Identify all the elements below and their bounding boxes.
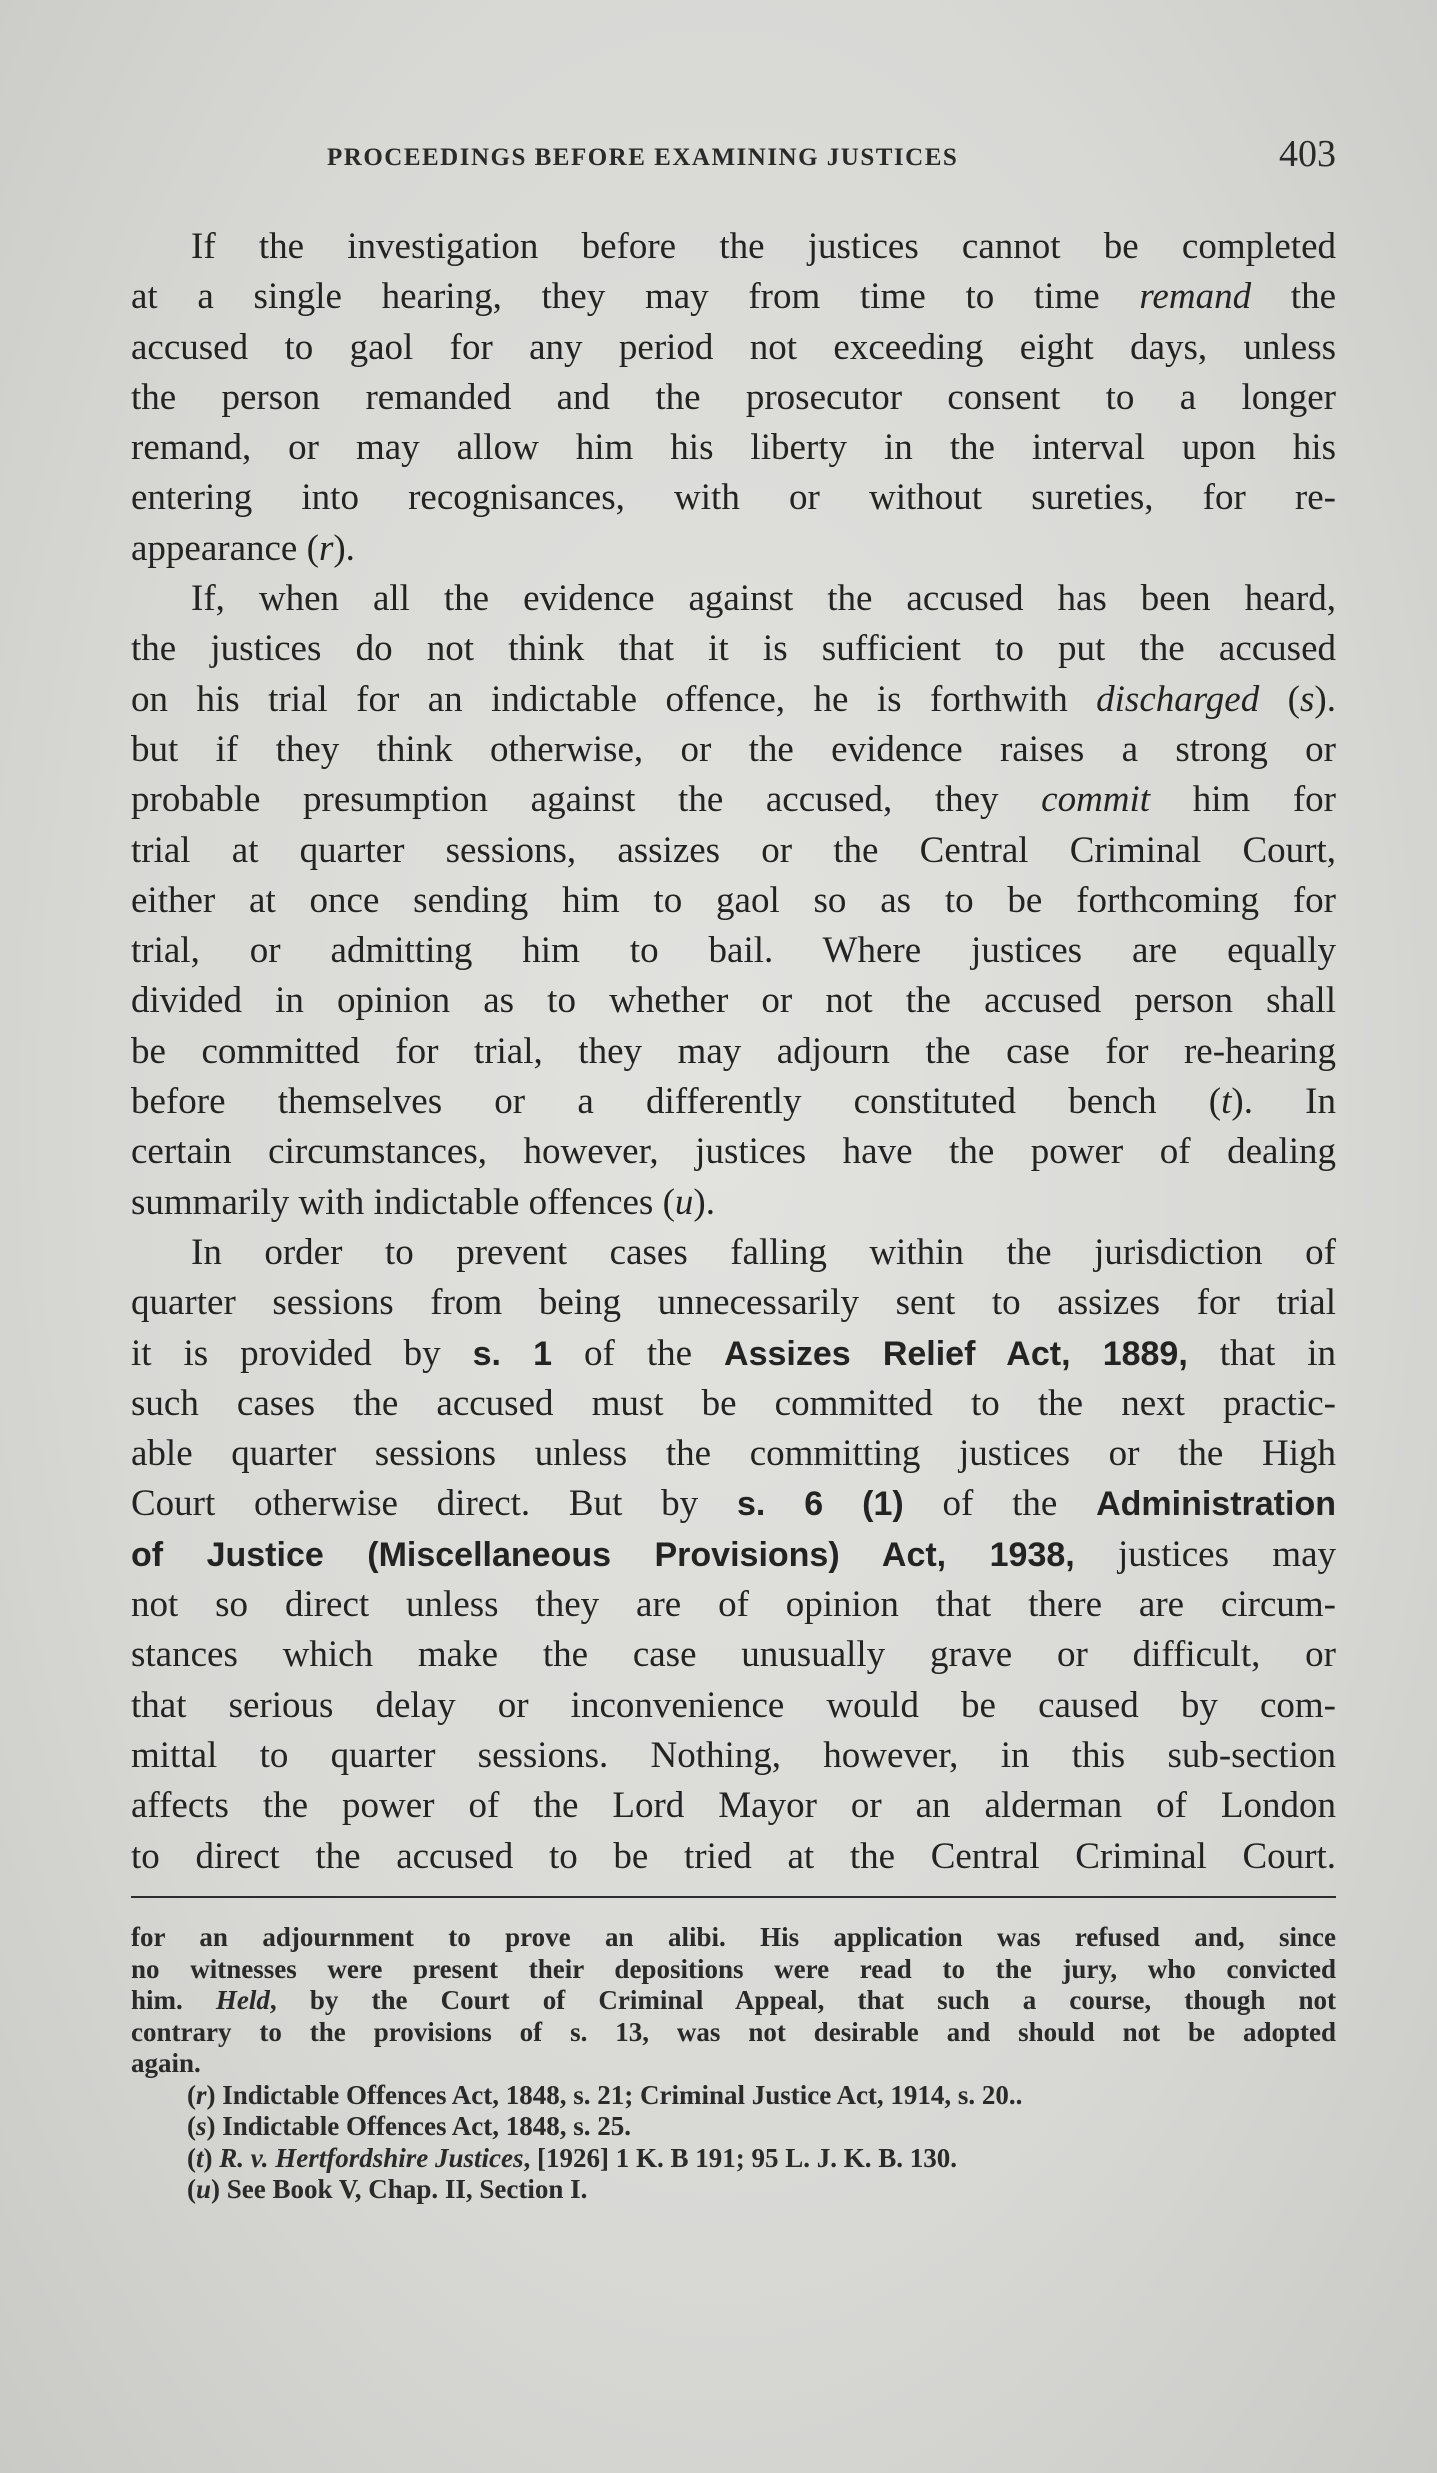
body-line xyxy=(131,1278,1336,1328)
text-segment: no witnesses were present their depositions were read to the jury, who convicted xyxy=(131,1953,1336,1984)
body-line xyxy=(131,272,1336,322)
body-line xyxy=(131,323,1336,373)
text-segment: again. xyxy=(131,2048,201,2078)
body-line xyxy=(131,1429,1336,1479)
text-segment: ( xyxy=(1259,678,1301,720)
italic-text: t xyxy=(1221,1081,1232,1123)
text-segment: entering into recognisances, with or without sureties, for re- xyxy=(131,477,1336,519)
page-header xyxy=(131,133,1336,178)
italic-text: u xyxy=(196,2174,212,2204)
italic-text: commit xyxy=(1041,779,1151,821)
body-line xyxy=(131,624,1336,674)
text-segment: that serious delay or inconvenience would be caused by com- xyxy=(131,1684,1336,1726)
body-line xyxy=(131,423,1336,473)
text-segment: trial at quarter sessions, assizes or the Central Criminal Court, xyxy=(131,829,1336,871)
text-segment: , [1926] 1 K. B 191; 95 L. J. K. B. 130. xyxy=(523,2142,958,2173)
text-segment: the justices do not think that it is sufficient to put the accused xyxy=(131,628,1336,670)
footnote-line xyxy=(131,1954,1336,1986)
text-segment: before themselves or a differently constituted bench ( xyxy=(131,1081,1222,1123)
body-line xyxy=(131,1630,1336,1680)
body-line xyxy=(131,473,1336,523)
body-line xyxy=(131,1027,1336,1077)
text-segment: ( xyxy=(187,2079,196,2110)
text-segment: divided in opinion as to whether or not the accused person shall xyxy=(131,980,1336,1022)
body-line xyxy=(131,1530,1336,1580)
text-segment: probable presumption against the accused, they xyxy=(131,779,1042,821)
bold-citation: Administration xyxy=(1096,1485,1336,1524)
text-segment: it is provided by xyxy=(131,1332,473,1374)
footnote-item xyxy=(131,2143,1336,2175)
text-segment: the xyxy=(1251,276,1336,318)
text-segment: summarily with indictable offences ( xyxy=(131,1181,675,1223)
text-segment: able quarter sessions unless the committing justices or the High xyxy=(131,1433,1336,1475)
text-segment: ) xyxy=(203,2142,220,2173)
footnote-line xyxy=(131,2017,1336,2049)
bold-citation: Assizes Relief Act, 1889, xyxy=(724,1334,1188,1373)
italic-text: Held xyxy=(215,1985,270,2015)
footnote-line xyxy=(131,2048,1336,2080)
text-segment: him. xyxy=(131,1985,216,2015)
italic-text: s xyxy=(1300,678,1315,720)
text-segment: on his trial for an indictable offence, he is forthwith xyxy=(131,678,1097,720)
body-line xyxy=(131,1781,1336,1831)
body-line xyxy=(131,1178,1336,1228)
text-segment: affects the power of the Lord Mayor or an alderman of London xyxy=(131,1785,1336,1827)
text-segment: at a single hearing, they may from time to time xyxy=(131,276,1140,318)
body-line xyxy=(131,1681,1336,1731)
body-line xyxy=(131,876,1336,926)
text-segment: ) See Book V, Chap. II, Section I. xyxy=(211,2174,588,2204)
text-segment: ( xyxy=(187,2111,196,2141)
body-line xyxy=(131,1580,1336,1630)
text-segment: , by the Court of Criminal Appeal, that such a course, though not xyxy=(269,1985,1336,2015)
text-segment: If the investigation before the justices cannot be completed xyxy=(191,226,1336,267)
body-line xyxy=(131,524,1336,574)
text-segment: mittal to quarter sessions. Nothing, however, in this sub-section xyxy=(131,1734,1336,1776)
text-segment: of the xyxy=(552,1332,725,1374)
text-segment: justices may xyxy=(1074,1533,1337,1575)
body-line xyxy=(131,675,1336,725)
body-line xyxy=(131,373,1336,423)
body-text xyxy=(131,222,1336,1882)
italic-text: r xyxy=(318,527,334,569)
text-segment: If, when all the evidence against the accused has been heard, xyxy=(191,578,1336,620)
text-segment: such cases the accused must be committed to the next practic- xyxy=(131,1382,1336,1424)
footnote-item xyxy=(131,2174,1336,2206)
text-segment: Court otherwise direct. But by xyxy=(131,1483,737,1525)
body-line xyxy=(131,775,1336,825)
bold-citation: of Justice (Miscellaneous Provisions) Act, 1938, xyxy=(131,1535,1075,1574)
italic-text: R. v. Hertfordshire Justices xyxy=(219,2142,524,2173)
text-segment: stances which make the case unusually grave or difficult, or xyxy=(131,1634,1336,1676)
italic-text: s xyxy=(196,2111,207,2141)
text-segment: that in xyxy=(1187,1332,1336,1374)
body-line xyxy=(131,1127,1336,1177)
text-segment: contrary to the provisions of s. 13, was not desirable and should not be adopted xyxy=(131,2016,1336,2047)
bold-citation: s. 6 (1) xyxy=(736,1485,904,1524)
running-title: PROCEEDINGS BEFORE EXAMINING JUSTICES xyxy=(327,144,959,171)
body-line xyxy=(131,1731,1336,1781)
body-line xyxy=(131,1228,1336,1278)
footnote-divider xyxy=(131,1896,1336,1898)
text-segment: ( xyxy=(187,2142,196,2173)
italic-text: r xyxy=(196,2079,207,2110)
body-line xyxy=(131,826,1336,876)
body-line xyxy=(131,1077,1336,1127)
italic-text: u xyxy=(674,1181,694,1223)
text-segment: ). In xyxy=(1231,1081,1336,1123)
text-segment: certain circumstances, however, justices have the power of dealing xyxy=(131,1131,1336,1173)
text-segment: ). xyxy=(1314,678,1336,720)
body-line xyxy=(131,1329,1336,1379)
text-segment: the person remanded and the prosecutor consent to a longer xyxy=(131,376,1336,418)
text-segment: ) Indictable Offences Act, 1848, s. 21; Criminal Justice Act, 1914, s. 20.. xyxy=(206,2079,1023,2110)
body-line xyxy=(131,926,1336,976)
body-line xyxy=(131,574,1336,624)
text-segment: quarter sessions from being unnecessarily sent to assizes for trial xyxy=(131,1282,1336,1324)
text-segment: be committed for trial, they may adjourn the case for re-hearing xyxy=(131,1030,1336,1072)
bold-citation: s. 1 xyxy=(472,1334,553,1373)
body-line xyxy=(131,1479,1336,1529)
italic-text: remand xyxy=(1139,276,1252,318)
text-segment: ). xyxy=(333,527,355,569)
page-number: 403 xyxy=(1279,133,1336,175)
text-segment: but if they think otherwise, or the evidence raises a strong or xyxy=(131,728,1336,770)
text-segment: either at once sending him to gaol so as to be forthcoming for xyxy=(131,879,1336,921)
text-segment: In order to prevent cases falling within the jurisdiction of xyxy=(191,1231,1336,1273)
text-segment: remand, or may allow him his liberty in the interval upon his xyxy=(131,427,1336,469)
text-segment: accused to gaol for any period not exceeding eight days, unless xyxy=(131,326,1336,368)
text-segment: ). xyxy=(693,1181,715,1223)
text-segment: for an adjournment to prove an alibi. His application was refused and, since xyxy=(131,1922,1336,1952)
italic-text: t xyxy=(196,2142,204,2173)
text-segment: ) Indictable Offences Act, 1848, s. 25. xyxy=(206,2111,631,2141)
body-line xyxy=(131,222,1336,272)
body-line xyxy=(131,976,1336,1026)
italic-text: discharged xyxy=(1096,678,1260,720)
text-segment: of the xyxy=(903,1483,1097,1525)
text-segment: trial, or admitting him to bail. Where justices are equally xyxy=(131,930,1336,972)
text-segment: not so direct unless they are of opinion that there are circum- xyxy=(131,1584,1336,1626)
footnote-line xyxy=(131,1922,1336,1954)
footnote-line xyxy=(131,1985,1336,2017)
text-segment: ( xyxy=(187,2174,196,2204)
footnotes xyxy=(131,1922,1336,2206)
footnote-item xyxy=(131,2111,1336,2143)
body-line xyxy=(131,1379,1336,1429)
body-line xyxy=(131,725,1336,775)
footnote-item xyxy=(131,2080,1336,2112)
text-segment: appearance ( xyxy=(131,527,319,569)
body-line xyxy=(131,1832,1336,1882)
text-segment: to direct the accused to be tried at the Central Criminal Court. xyxy=(131,1835,1336,1877)
text-segment: him for xyxy=(1150,779,1336,821)
